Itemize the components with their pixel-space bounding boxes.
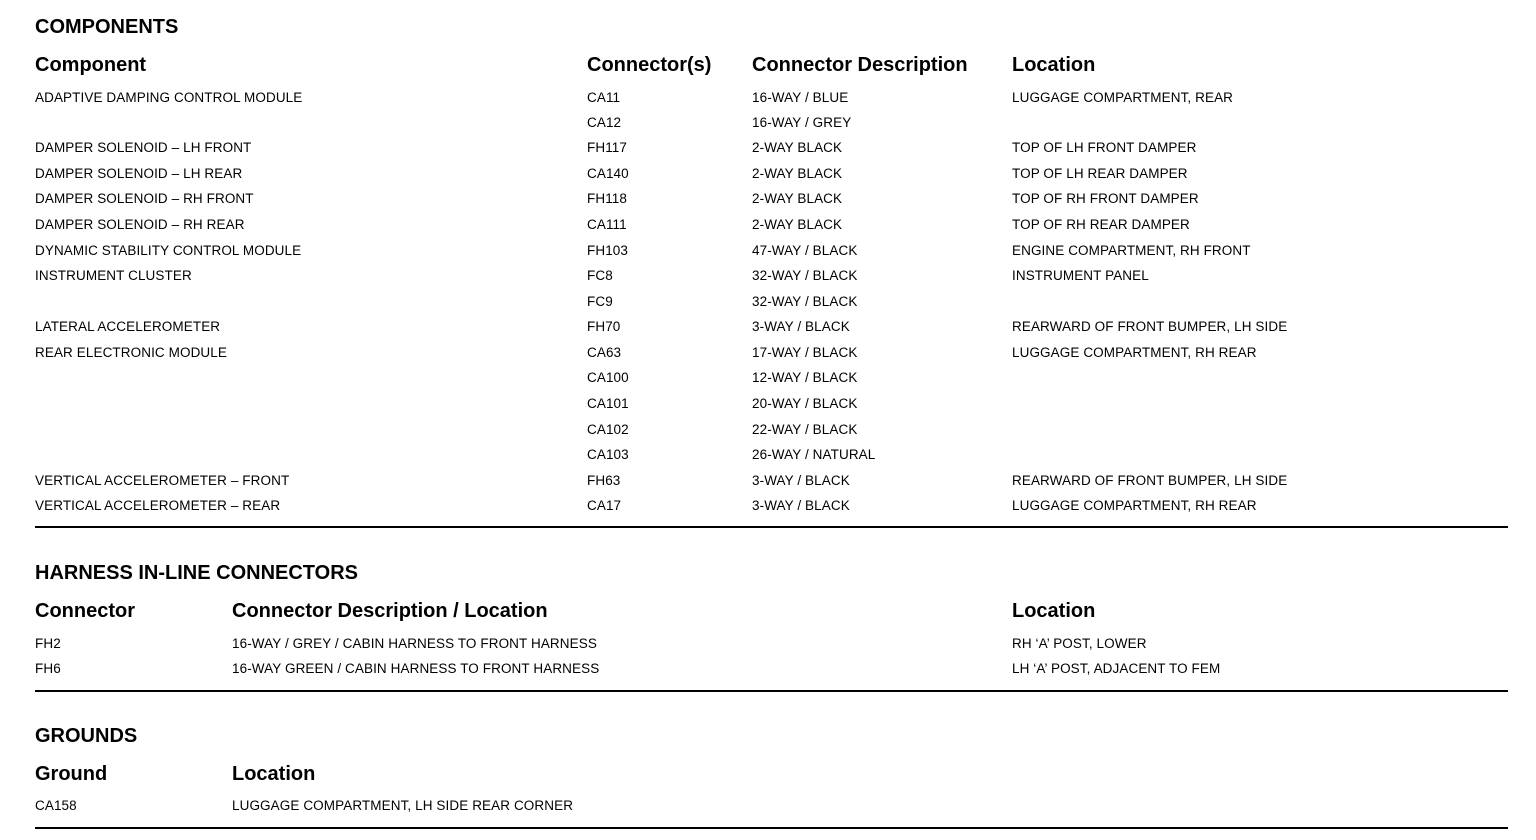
table-row (0, 116, 1536, 136)
column-header-location: Location (1012, 54, 1096, 76)
connector-description-cell: 22-WAY / BLACK (752, 422, 858, 437)
component-cell: VERTICAL ACCELEROMETER – FRONT (35, 473, 290, 488)
location-cell: TOP OF LH FRONT DAMPER (1012, 140, 1197, 155)
connector-description-cell: 3-WAY / BLACK (752, 473, 850, 488)
table-row (0, 320, 1536, 340)
ground-cell: CA158 (35, 798, 77, 813)
component-cell: VERTICAL ACCELEROMETER – REAR (35, 498, 281, 513)
column-header-connectors: Connector(s) (587, 54, 712, 76)
column-header-connector-description: Connector Description (752, 54, 968, 76)
component-cell: ADAPTIVE DAMPING CONTROL MODULE (35, 90, 303, 105)
table-row (0, 662, 1536, 682)
connector-cell: CA11 (587, 90, 621, 105)
component-cell: INSTRUMENT CLUSTER (35, 268, 192, 283)
location-cell: RH ‘A’ POST, LOWER (1012, 636, 1147, 651)
connector-cell: FH118 (587, 191, 628, 206)
location-cell: TOP OF RH REAR DAMPER (1012, 217, 1190, 232)
connector-description-cell: 16-WAY / GREY (752, 115, 852, 130)
connector-cell: CA12 (587, 115, 622, 130)
connector-description-cell: 17-WAY / BLACK (752, 345, 858, 360)
location-cell: LUGGAGE COMPARTMENT, RH REAR (1012, 345, 1257, 360)
connector-description-cell: 16-WAY / BLUE (752, 90, 849, 105)
column-header-connector-description-location: Connector Description / Location (232, 600, 548, 622)
connector-cell: FH70 (587, 319, 621, 334)
connector-cell: FH63 (587, 473, 621, 488)
component-cell: LATERAL ACCELEROMETER (35, 319, 221, 334)
table-row (0, 167, 1536, 187)
column-header-location: Location (232, 763, 316, 785)
table-row (0, 499, 1536, 519)
grounds-section-title: GROUNDS (35, 725, 138, 747)
connector-cell: CA111 (587, 217, 627, 232)
table-row (0, 637, 1536, 657)
connector-description-cell: 12-WAY / BLACK (752, 370, 858, 385)
table-row (0, 397, 1536, 417)
connector-cell: FH103 (587, 243, 629, 258)
connector-cell: FC8 (587, 268, 613, 283)
location-cell: LUGGAGE COMPARTMENT, LH SIDE REAR CORNER (232, 798, 574, 813)
column-header-component: Component (35, 54, 147, 76)
connector-cell: CA102 (587, 422, 629, 437)
section-divider (35, 690, 1508, 692)
location-cell: LUGGAGE COMPARTMENT, RH REAR (1012, 498, 1257, 513)
component-cell: REAR ELECTRONIC MODULE (35, 345, 227, 360)
connector-cell: FH2 (35, 636, 61, 651)
connector-cell: CA63 (587, 345, 622, 360)
column-header-ground: Ground (35, 763, 108, 785)
connector-cell: CA101 (587, 396, 629, 411)
location-cell: TOP OF LH REAR DAMPER (1012, 166, 1188, 181)
component-cell: DYNAMIC STABILITY CONTROL MODULE (35, 243, 302, 258)
table-row (0, 799, 1536, 819)
location-cell: LH ‘A’ POST, ADJACENT TO FEM (1012, 661, 1221, 676)
connector-description-cell: 2-WAY BLACK (752, 166, 843, 181)
location-cell: TOP OF RH FRONT DAMPER (1012, 191, 1199, 206)
location-cell: ENGINE COMPARTMENT, RH FRONT (1012, 243, 1251, 258)
section-divider (35, 526, 1508, 528)
connector-description-cell: 2-WAY BLACK (752, 191, 843, 206)
connector-description-cell: 26-WAY / NATURAL (752, 447, 876, 462)
connector-description-cell: 2-WAY BLACK (752, 217, 843, 232)
table-row (0, 91, 1536, 111)
table-row (0, 448, 1536, 468)
connector-description-cell: 47-WAY / BLACK (752, 243, 858, 258)
table-row (0, 141, 1536, 161)
location-cell: LUGGAGE COMPARTMENT, REAR (1012, 90, 1234, 105)
component-cell: DAMPER SOLENOID – LH REAR (35, 166, 243, 181)
table-row (0, 371, 1536, 391)
connector-cell: FC9 (587, 294, 613, 309)
location-cell: REARWARD OF FRONT BUMPER, LH SIDE (1012, 319, 1288, 334)
table-row (0, 295, 1536, 315)
table-row (0, 218, 1536, 238)
connector-description-cell: 2-WAY BLACK (752, 140, 843, 155)
table-row (0, 474, 1536, 494)
connector-description-cell: 16-WAY GREEN / CABIN HARNESS TO FRONT HARNESS (232, 661, 600, 676)
component-cell: DAMPER SOLENOID – LH FRONT (35, 140, 252, 155)
connector-cell: FH117 (587, 140, 628, 155)
table-row (0, 269, 1536, 289)
section-divider (35, 827, 1508, 829)
location-cell: INSTRUMENT PANEL (1012, 268, 1149, 283)
connector-cell: CA17 (587, 498, 622, 513)
table-row (0, 192, 1536, 212)
harness-section-title: HARNESS IN-LINE CONNECTORS (35, 562, 358, 584)
connector-description-cell: 3-WAY / BLACK (752, 498, 850, 513)
component-cell: DAMPER SOLENOID – RH REAR (35, 217, 245, 232)
components-section-title: COMPONENTS (35, 16, 179, 38)
table-row (0, 346, 1536, 366)
connector-cell: CA100 (587, 370, 629, 385)
connector-description-cell: 20-WAY / BLACK (752, 396, 858, 411)
connector-description-cell: 16-WAY / GREY / CABIN HARNESS TO FRONT HARNESS (232, 636, 597, 651)
location-cell: REARWARD OF FRONT BUMPER, LH SIDE (1012, 473, 1288, 488)
connector-cell: FH6 (35, 661, 61, 676)
connector-description-cell: 32-WAY / BLACK (752, 294, 858, 309)
table-row (0, 423, 1536, 443)
connector-cell: CA103 (587, 447, 629, 462)
column-header-location: Location (1012, 600, 1096, 622)
table-row (0, 244, 1536, 264)
column-header-connector: Connector (35, 600, 135, 622)
component-cell: DAMPER SOLENOID – RH FRONT (35, 191, 254, 206)
connector-description-cell: 32-WAY / BLACK (752, 268, 858, 283)
connector-cell: CA140 (587, 166, 629, 181)
connector-description-cell: 3-WAY / BLACK (752, 319, 850, 334)
